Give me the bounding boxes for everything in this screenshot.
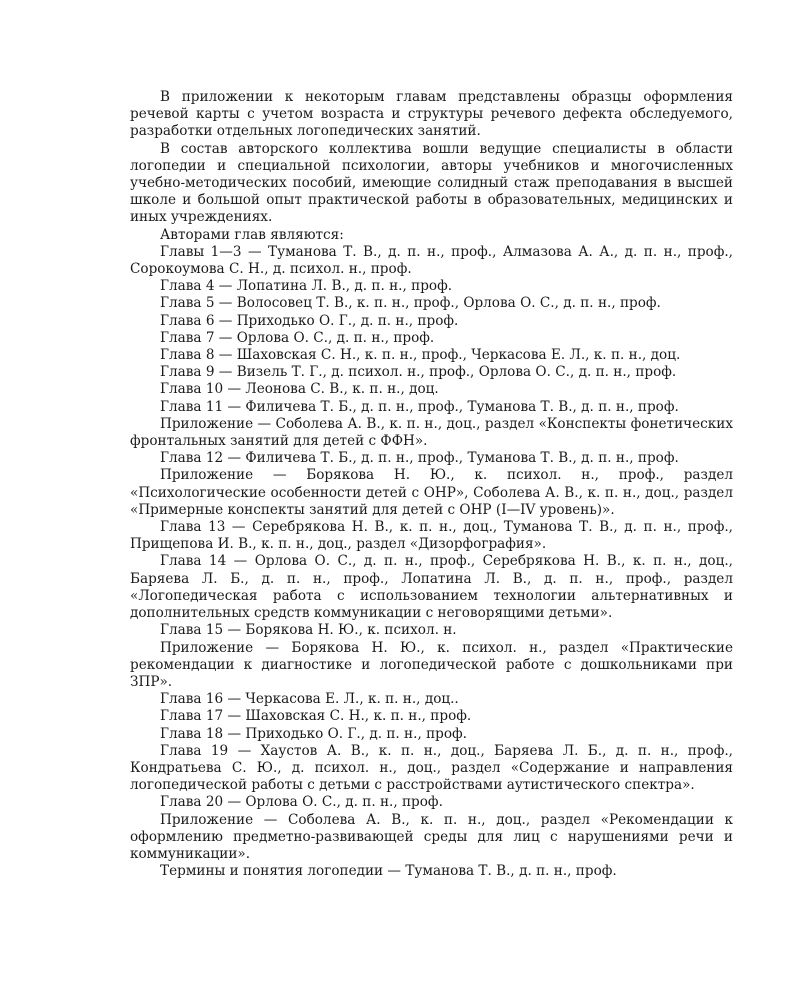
paragraph-appendix-20: Приложение — Соболева А. В., к. п. н., доц., раздел «Рекомендации к оформлению предметно-развивающей среды для лиц с нарушениями речи и коммуникации». bbox=[130, 811, 733, 862]
paragraph-appendix-15: Приложение — Борякова Н. Ю., к. психол. н., раздел «Практические рекомендации к диагностике и логопедической работе с дошкольниками при ЗПР». bbox=[130, 639, 733, 690]
paragraph-chapters-1-3: Главы 1—3 — Туманова Т. В., д. п. н., проф., Алмазова А. А., д. п. н., проф., Сорокоумова С. Н., д. психол. н., проф. bbox=[130, 243, 733, 278]
paragraph-chapter-12: Глава 12 — Филичева Т. Б., д. п. н., проф., Туманова Т. В., д. п. н., проф. bbox=[160, 450, 679, 467]
paragraph-appendix-12: Приложение — Борякова Н. Ю., к. психол. н., проф., раздел «Психологические особенности детей с ОНР», Соболева А. В., к. п. н., доц., раздел «Примерные конспекты занятий для детей с ОНР (I—IV уровень)». bbox=[130, 467, 733, 518]
paragraph-chapter-8: Глава 8 — Шаховская С. Н., к. п. н., проф., Черкасова Е. Л., к. п. н., доц. bbox=[160, 347, 681, 364]
paragraph-chapter-20: Глава 20 — Орлова О. С., д. п. н., проф. bbox=[160, 794, 443, 811]
paragraph-chapter-10: Глава 10 — Леонова С. В., к. п. н., доц. bbox=[160, 381, 439, 398]
paragraph-chapter-14: Глава 14 — Орлова О. С., д. п. н., проф., Серебрякова Н. В., к. п. н., доц., Баряева Л. Б., д. п. н., проф., Лопатина Л. В., д. п. н., проф., раздел «Логопедическая работа с использованием технологии альтернативных и дополнительных средств коммуникации с неговорящими детьми». bbox=[130, 553, 733, 622]
paragraph-chapter-4: Глава 4 — Лопатина Л. В., д. п. н., проф. bbox=[160, 278, 453, 295]
paragraph-authors-team: В состав авторского коллектива вошли ведущие специалисты в области логопедии и специальной психологии, авторы учебников и многочисленных учебно-методических пособий, имеющие солидный стаж преподавания в высшей школе и большой опыт практической работы в образовательных, медицинских и иных учреждениях. bbox=[130, 140, 733, 226]
paragraph-chapter-19: Глава 19 — Хаустов А. В., к. п. н., доц., Баряева Л. Б., д. п. н., проф., Кондратьева С. Ю., д. психол. н., доц., раздел «Содержание и направления логопедической работы с детьми с расстройствами аутистического спектра». bbox=[130, 742, 733, 794]
paragraph-chapter-6: Глава 6 — Приходько О. Г., д. п. н., проф. bbox=[160, 312, 459, 329]
paragraph-chapter-7: Глава 7 — Орлова О. С., д. п. н., проф. bbox=[160, 329, 435, 346]
paragraph-chapter-9: Глава 9 — Визель Т. Г., д. психол. н., проф., Орлова О. С., д. п. н., проф. bbox=[160, 364, 677, 381]
paragraph-intro-appendix: В приложении к некоторым главам представлены образцы оформления речевой карты с учетом возраста и структуры речевого дефекта обследуемого, разработки отдельных логопедических занятий. bbox=[130, 89, 733, 140]
paragraph-chapter-13: Глава 13 — Серебрякова Н. В., к. п. н., доц., Туманова Т. В., д. п. н., проф., Прищепова И. В., к. п. н., доц., раздел «Дизорфография». bbox=[130, 519, 733, 553]
paragraph-chapter-5: Глава 5 — Волосовец Т. В., к. п. н., проф., Орлова О. С., д. п. н., проф. bbox=[160, 295, 661, 312]
paragraph-appendix-11: Приложение — Соболева А. В., к. п. н., доц., раздел «Конспекты фонетических фронтальных занятий для детей с ФФН». bbox=[130, 415, 733, 450]
document-page bbox=[130, 89, 733, 880]
paragraph-chapter-17: Глава 17 — Шаховская С. Н., к. п. н., проф. bbox=[160, 708, 472, 725]
paragraph-chapter-11: Глава 11 — Филичева Т. Б., д. п. н., проф., Туманова Т. В., д. п. н., проф. bbox=[160, 398, 679, 415]
paragraph-terms: Термины и понятия логопедии — Туманова Т. В., д. п. н., проф. bbox=[160, 863, 617, 880]
paragraph-authors-heading: Авторами глав являются: bbox=[160, 226, 344, 243]
paragraph-chapter-16: Глава 16 — Черкасова Е. Л., к. п. н., доц.. bbox=[160, 691, 459, 708]
paragraph-chapter-15: Глава 15 — Борякова Н. Ю., к. психол. н. bbox=[160, 622, 457, 639]
paragraph-chapter-18: Глава 18 — Приходько О. Г., д. п. н., проф. bbox=[160, 725, 467, 742]
